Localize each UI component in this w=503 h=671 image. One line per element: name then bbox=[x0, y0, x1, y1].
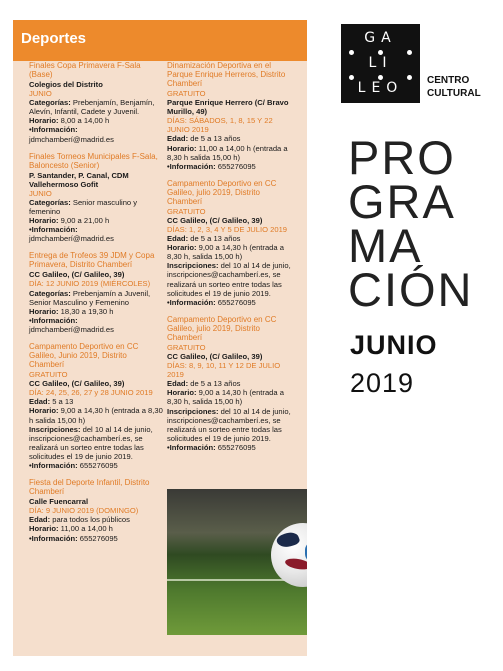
detail-label: •Información: bbox=[29, 315, 78, 325]
event-place: CC Galileo, (C/ Galileo, 39) bbox=[29, 270, 125, 280]
event-title: Finales Copa Primavera F-Sala (Base) bbox=[29, 61, 141, 79]
event-detail bbox=[167, 379, 295, 388]
detail-value: del 10 al 14 de junio, inscripciones@cachamberí.es, se realizará un sorteo entre todas las solicitudes el 19 de junio 2019. bbox=[167, 261, 291, 298]
event-place: Calle Fuencarral bbox=[29, 497, 89, 507]
detail-value: del 10 al 14 de junio, inscripciones@cachamberí.es, se realizará un sorteo entre todas las solicitudes el 19 de junio 2019. bbox=[29, 424, 153, 461]
event-detail bbox=[29, 116, 164, 125]
detail-label: •Información: bbox=[167, 442, 216, 452]
detail-value: del 10 al 14 de junio, inscripciones@cachamberí.es, se realizará un sorteo entre todas las solicitudes el 19 de junio 2019. bbox=[167, 406, 291, 443]
right-column bbox=[167, 62, 295, 461]
event-detail bbox=[29, 98, 164, 116]
detail-label: Edad: bbox=[167, 379, 189, 389]
event-detail bbox=[29, 289, 164, 307]
detail-value: 11,00 a 14,00 h (entrada a 8,30 h salida 15,00 h) bbox=[167, 143, 288, 162]
prog-line: PRO bbox=[348, 131, 456, 184]
event-place: CC Galileo, (C/ Galileo, 39) bbox=[167, 215, 263, 225]
year-label: 2019 bbox=[350, 368, 415, 398]
event-detail bbox=[29, 461, 164, 470]
month-label: JUNIO bbox=[350, 330, 438, 360]
event-price: GRATUITO bbox=[167, 206, 206, 216]
event-entry bbox=[29, 252, 164, 334]
event-entry bbox=[29, 343, 164, 470]
detail-value: 655276095 bbox=[215, 297, 256, 307]
event-detail bbox=[167, 234, 295, 243]
detail-value: 9,00 a 14,30 h (entrada a 8,30 h salida 15,00 h) bbox=[29, 406, 163, 425]
event-title: Entrega de Trofeos 39 JDM y Copa Primavera, Distrito Chamberí bbox=[29, 251, 155, 270]
detail-value: 655276095 bbox=[77, 461, 118, 471]
detail-label: •Información: bbox=[29, 461, 78, 471]
event-detail bbox=[167, 443, 295, 452]
ball-patch bbox=[305, 543, 307, 561]
logo-row-3: LEO bbox=[357, 80, 404, 96]
detail-label: Horario: bbox=[29, 116, 59, 126]
detail-value: 9,00 a 21,00 h bbox=[58, 216, 110, 226]
event-detail bbox=[29, 198, 164, 216]
detail-label: Edad: bbox=[167, 134, 189, 144]
event-title: Finales Torneos Municipales F-Sala, Baloncesto (Senior) bbox=[29, 151, 158, 170]
prog-line: MA bbox=[348, 219, 423, 272]
detail-value: Senior masculino y femenino bbox=[29, 197, 138, 217]
detail-label: Edad: bbox=[29, 397, 51, 407]
event-detail bbox=[29, 216, 164, 225]
detail-value: 655276095 bbox=[77, 533, 118, 543]
event-detail bbox=[29, 406, 164, 424]
detail-value: 655276095 bbox=[215, 442, 256, 452]
detail-value: jdmchamberí@madrid.es bbox=[29, 134, 114, 144]
detail-value: jdmchamberí@madrid.es bbox=[29, 325, 114, 335]
panel-title: Deportes bbox=[21, 30, 87, 47]
detail-value: 655276095 bbox=[215, 161, 256, 171]
prog-line: CIÓN bbox=[348, 263, 474, 316]
brand-text bbox=[427, 75, 481, 100]
detail-value: 11,00 a 14,00 h bbox=[58, 524, 113, 534]
event-place: P. Santander, P. Canal, CDM Vallehermoso Gofit bbox=[29, 170, 129, 189]
detail-label: Inscripciones: bbox=[167, 406, 219, 416]
programacion-heading bbox=[348, 131, 474, 316]
event-detail bbox=[29, 524, 164, 533]
detail-value: 18,30 a 19,30 h bbox=[58, 306, 114, 316]
panel-header bbox=[13, 20, 307, 61]
logo-row-1: GA bbox=[364, 30, 397, 46]
football-photo bbox=[167, 489, 307, 635]
event-detail bbox=[29, 125, 164, 143]
detail-value: Prebenjamín a Juvenil, Senior Masculino y Femenino bbox=[29, 288, 151, 307]
detail-value: 9,00 a 14,30 h (entrada a 8,30 h, salida 15,00 h) bbox=[167, 388, 284, 407]
detail-label: Categorías: bbox=[29, 288, 71, 298]
event-detail bbox=[167, 298, 295, 307]
event-detail bbox=[29, 316, 164, 334]
event-entry bbox=[29, 153, 164, 244]
event-place: Parque Enrique Herrero (C/ Bravo Murillo, 49) bbox=[167, 97, 289, 117]
detail-label: Horario: bbox=[167, 388, 197, 398]
event-date: DÍA: 24, 25, 26, 27 y 28 JUNIO 2019 bbox=[29, 388, 153, 398]
detail-label: •Información: bbox=[167, 297, 216, 307]
event-entry bbox=[29, 479, 164, 542]
event-place: Colegios del Distrito bbox=[29, 79, 103, 89]
detail-label: Horario: bbox=[29, 306, 59, 316]
event-detail bbox=[167, 134, 295, 143]
event-detail bbox=[29, 397, 164, 406]
event-title: Dinamización Deportiva en el Parque Enrique Herreros, Distrito Chamberí bbox=[167, 61, 286, 88]
event-entry bbox=[29, 62, 164, 144]
detail-value: de 5 a 13 años bbox=[188, 234, 241, 244]
event-entry bbox=[167, 180, 295, 307]
event-place: CC Galileo, (C/ Galileo, 39) bbox=[167, 351, 263, 361]
event-date: DÍAS: 8, 9, 10, 11 Y 12 DE JULIO 2019 bbox=[167, 360, 281, 380]
detail-label: Categorías: bbox=[29, 98, 71, 108]
event-detail bbox=[29, 515, 164, 524]
galileo-logo bbox=[341, 24, 420, 103]
detail-label: •Información: bbox=[29, 225, 78, 235]
event-date: DÍA: 9 JUNIO 2019 (DOMINGO) bbox=[29, 506, 139, 516]
detail-value: de 5 a 13 años bbox=[188, 379, 241, 389]
event-detail bbox=[167, 407, 295, 443]
event-entry bbox=[167, 316, 295, 452]
detail-value: 8,00 a 14,00 h bbox=[58, 116, 110, 126]
event-detail bbox=[29, 225, 164, 243]
event-detail bbox=[29, 307, 164, 316]
detail-label: Horario: bbox=[167, 243, 197, 253]
event-detail bbox=[167, 162, 295, 171]
detail-label: Categorías: bbox=[29, 197, 71, 207]
event-date: JUNIO bbox=[29, 188, 52, 198]
detail-value: Prebenjamín, Benjamín, Alevín, Infantil, Cadete y Juvenil. bbox=[29, 98, 155, 117]
event-detail bbox=[167, 144, 295, 162]
event-detail bbox=[29, 425, 164, 461]
detail-label: •Información: bbox=[167, 161, 216, 171]
detail-value: para todos los públicos bbox=[50, 515, 130, 525]
event-detail bbox=[29, 534, 164, 543]
detail-label: Edad: bbox=[167, 234, 189, 244]
event-price: GRATUITO bbox=[167, 342, 206, 352]
event-detail bbox=[167, 243, 295, 261]
event-detail bbox=[167, 388, 295, 406]
prog-line: GRA bbox=[348, 175, 456, 228]
logo-row-2: LI bbox=[368, 55, 393, 71]
detail-value: 5 a 13 bbox=[50, 397, 74, 407]
detail-label: Inscripciones: bbox=[167, 261, 219, 271]
event-title: Campamento Deportivo en CC Galileo, julio 2019, Distrito Chamberí bbox=[167, 178, 277, 206]
event-price: GRATUITO bbox=[167, 88, 206, 98]
event-title: Campamento Deportivo en CC Galileo, Junio 2019, Distrito Chamberí bbox=[29, 342, 139, 370]
event-date: DÍAS: SÁBADOS, 1, 8, 15 Y 22 JUNIO 2019 bbox=[167, 116, 273, 135]
brand-line-2: CULTURAL bbox=[427, 87, 481, 99]
event-place: CC Galileo, (C/ Galileo, 39) bbox=[29, 379, 125, 389]
event-date: JUNIO bbox=[29, 89, 52, 99]
detail-label: Inscripciones: bbox=[29, 424, 81, 434]
detail-label: Horario: bbox=[167, 143, 197, 153]
event-price: GRATUITO bbox=[29, 369, 68, 379]
detail-value: de 5 a 13 años bbox=[188, 134, 241, 144]
left-column bbox=[29, 62, 164, 552]
event-date: DÍAS: 1, 2, 3, 4 Y 5 DE JULIO 2019 bbox=[167, 224, 288, 234]
brand-line-1: CENTRO bbox=[427, 75, 470, 86]
detail-label: Horario: bbox=[29, 216, 59, 226]
detail-label: •Información: bbox=[29, 125, 78, 135]
detail-label: Horario: bbox=[29, 524, 59, 534]
detail-value: 9,00 a 14,30 h (entrada a 8,30 h, salida 15,00 h) bbox=[167, 243, 284, 262]
detail-label: Edad: bbox=[29, 515, 51, 525]
event-entry bbox=[167, 62, 295, 171]
detail-label: •Información: bbox=[29, 533, 78, 543]
event-date: DÍA: 12 JUNIO 2019 (MIÉRCOLES) bbox=[29, 279, 151, 289]
event-title: Campamento Deportivo en CC Galileo, julio 2019, Distrito Chamberí bbox=[167, 314, 277, 342]
detail-value: jdmchamberí@madrid.es bbox=[29, 234, 114, 244]
event-title: Fiesta del Deporte Infantil, Distrito Chamberí bbox=[29, 478, 150, 497]
detail-label: Horario: bbox=[29, 406, 59, 416]
event-detail bbox=[167, 261, 295, 297]
